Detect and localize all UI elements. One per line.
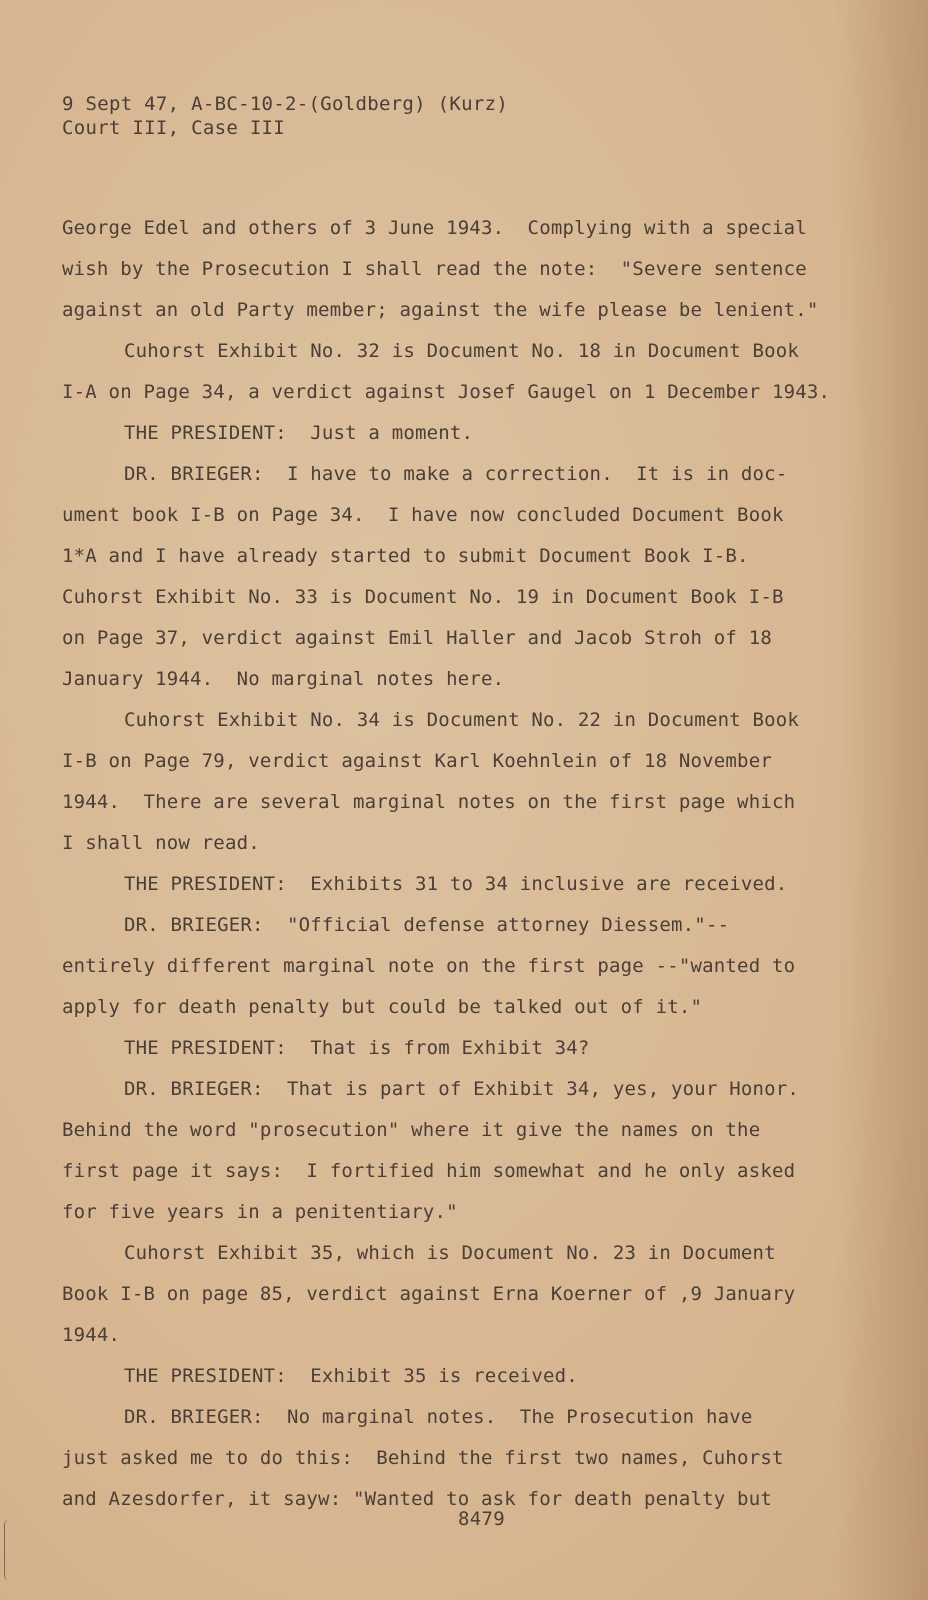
transcript-line: I-B on Page 79, verdict against Karl Koehnlein of 18 November xyxy=(62,750,772,772)
transcript-line: THE PRESIDENT: That is from Exhibit 34? xyxy=(124,1037,590,1059)
transcript-line: ument book I-B on Page 34. I have now concluded Document Book xyxy=(62,504,784,526)
transcript-line: against an old Party member; against the wife please be lenient." xyxy=(62,299,819,321)
transcript-line: entirely different marginal note on the first page --"wanted to xyxy=(62,955,796,977)
margin-pencil-mark xyxy=(4,1520,13,1580)
transcript-line: THE PRESIDENT: Just a moment. xyxy=(124,422,474,444)
transcript-line: Behind the word "prosecution" where it give the names on the xyxy=(62,1119,761,1141)
transcript-line: 1944. There are several marginal notes on the first page which xyxy=(62,791,796,813)
transcript-line: I shall now read. xyxy=(62,832,260,854)
header-line-1: 9 Sept 47, A-BC-10-2-(Goldberg) (Kurz) xyxy=(62,93,509,115)
transcript-line: 1944. xyxy=(62,1324,121,1346)
transcript-line: on Page 37, verdict against Emil Haller and Jacob Stroh of 18 xyxy=(62,627,772,649)
transcript-line: just asked me to do this: Behind the first two names, Cuhorst xyxy=(62,1447,784,1469)
transcript-line: Cuhorst Exhibit No. 34 is Document No. 22 in Document Book xyxy=(124,709,800,731)
transcript-line: THE PRESIDENT: Exhibit 35 is received. xyxy=(124,1365,578,1387)
transcript-line: wish by the Prosecution I shall read the note: "Severe sentence xyxy=(62,258,807,280)
transcript-body xyxy=(62,208,862,1520)
transcript-line: Book I-B on page 85, verdict against Erna Koerner of ,9 January xyxy=(62,1283,796,1305)
transcript-line: DR. BRIEGER: "Official defense attorney Diessem."-- xyxy=(124,914,730,936)
transcript-line: first page it says: I fortified him somewhat and he only asked xyxy=(62,1160,796,1182)
transcript-line: Cuhorst Exhibit No. 32 is Document No. 18 in Document Book xyxy=(124,340,800,362)
transcript-line: George Edel and others of 3 June 1943. Complying with a special xyxy=(62,217,807,239)
document-header xyxy=(62,92,508,140)
transcript-line: DR. BRIEGER: I have to make a correction. It is in doc- xyxy=(124,463,788,485)
transcript-line: apply for death penalty but could be talked out of it." xyxy=(62,996,703,1018)
transcript-line: Cuhorst Exhibit No. 33 is Document No. 19 in Document Book I-B xyxy=(62,586,784,608)
transcript-line: January 1944. No marginal notes here. xyxy=(62,668,505,690)
transcript-line: and Azesdorfer, it sayw: "Wanted to ask for death penalty but xyxy=(62,1488,772,1510)
page-number: 8479 xyxy=(458,1508,505,1530)
header-line-2: Court III, Case III xyxy=(62,117,286,139)
transcript-line: Cuhorst Exhibit 35, which is Document No. 23 in Document xyxy=(124,1242,776,1264)
transcript-line: THE PRESIDENT: Exhibits 31 to 34 inclusive are received. xyxy=(124,873,788,895)
transcript-line: DR. BRIEGER: That is part of Exhibit 34, yes, your Honor. xyxy=(124,1078,800,1100)
transcript-line: 1*A and I have already started to submit Document Book I-B. xyxy=(62,545,749,567)
transcript-line: for five years in a penitentiary." xyxy=(62,1201,458,1223)
transcript-line: I-A on Page 34, a verdict against Josef Gaugel on 1 December 1943. xyxy=(62,381,831,403)
transcript-line: DR. BRIEGER: No marginal notes. The Prosecution have xyxy=(124,1406,753,1428)
